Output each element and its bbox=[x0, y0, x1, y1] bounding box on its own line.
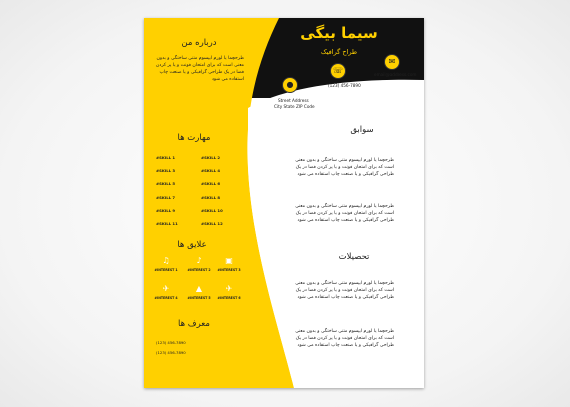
skill-item: #SKILL 4 bbox=[201, 168, 221, 173]
interest-label: #INTEREST 5 bbox=[187, 296, 211, 300]
skill-item: #SKILL 3 bbox=[156, 168, 176, 173]
airplane-icon: ✈ bbox=[162, 284, 170, 293]
globe-plane-icon: ✈ bbox=[225, 284, 233, 293]
education-entry: طرحچما یا لورم ایپسوم متنی ساختگی و بدون معنی است که برای امتحان فونت و یا پر کردن فضا در یک طراحی گرافیکی و یا صنعت چاپ استفاده می شود bbox=[295, 281, 394, 300]
experience-entry: طرحچما یا لورم ایپسوم متنی ساختگی و بدون معنی است که برای امتحان فونت و یا پر کردن فضا در یک طراحی گرافیکی و یا صنعت چاپ استفاده می شود bbox=[295, 204, 394, 223]
job-title: طراح گرافیک bbox=[320, 48, 358, 56]
skill-item: #SKILL 10 bbox=[201, 208, 223, 213]
experience-title: سوابق bbox=[350, 125, 374, 135]
interests-title: علایق ها bbox=[177, 240, 207, 250]
experience-entry: طرحچما یا لورم ایپسوم متنی ساختگی و بدون معنی است که برای امتحان فونت و یا پر کردن فضا در یک طراحی گرافیکی و یا صنعت چاپ استفاده می شود bbox=[295, 158, 394, 177]
reference-item: (123) 456-7890 bbox=[156, 340, 186, 345]
skill-item: #SKILL 1 bbox=[156, 155, 176, 160]
resume-page bbox=[144, 18, 424, 388]
guitar-icon: ♪ bbox=[196, 256, 202, 265]
skill-item: #SKILL 8 bbox=[201, 195, 221, 200]
music-note-icon: ♫ bbox=[162, 256, 170, 265]
envelope-icon: ✉ bbox=[384, 54, 400, 70]
education-title: تحصیلات bbox=[338, 252, 370, 262]
references-title: معرف ها bbox=[178, 319, 210, 329]
skill-item: #SKILL 2 bbox=[201, 155, 221, 160]
skill-item: #SKILL 6 bbox=[201, 181, 221, 186]
skills-title: مهارت ها bbox=[177, 133, 211, 143]
about-title: درباره من bbox=[181, 38, 217, 48]
film-icon: ▣ bbox=[225, 256, 233, 265]
interest-label: #INTEREST 1 bbox=[154, 268, 178, 272]
candidate-name: سیما بیگی bbox=[300, 24, 378, 42]
skill-item: #SKILL 7 bbox=[156, 195, 176, 200]
tree-icon: ▲ bbox=[195, 284, 203, 293]
skill-item: #SKILL 11 bbox=[156, 221, 178, 226]
skill-item: #SKILL 5 bbox=[156, 181, 176, 186]
address-line1: Street Address bbox=[278, 98, 309, 103]
address-line2: City State ZIP Code bbox=[274, 104, 315, 109]
interest-label: #INTEREST 4 bbox=[154, 296, 178, 300]
reference-item: (123) 456-7890 bbox=[156, 350, 186, 355]
skill-item: #SKILL 12 bbox=[201, 221, 223, 226]
interest-label: #INTEREST 2 bbox=[187, 268, 211, 272]
interest-label: #INTEREST 6 bbox=[217, 296, 241, 300]
skill-item: #SKILL 9 bbox=[156, 208, 176, 213]
education-entry: طرحچما یا لورم ایپسوم متنی ساختگی و بدون معنی است که برای امتحان فونت و یا پر کردن فضا در یک طراحی گرافیکی و یا صنعت چاپ استفاده می شود bbox=[295, 329, 394, 348]
interest-label: #INTEREST 3 bbox=[217, 268, 241, 272]
phone-icon: ☏ bbox=[330, 63, 346, 79]
about-text: طرحچما یا لورم ایپسوم متنی ساختگی و بدون معنی است که برای امتحان فونت و یا پر کردن فضا در یک طراحی گرافیکی و یا صنعت چاپ استفاده می شود bbox=[155, 56, 244, 82]
phone-text: (123) 456-7890 bbox=[328, 83, 361, 88]
email-text: email@address.com bbox=[374, 72, 417, 77]
location-pin-icon: ● bbox=[282, 77, 298, 93]
